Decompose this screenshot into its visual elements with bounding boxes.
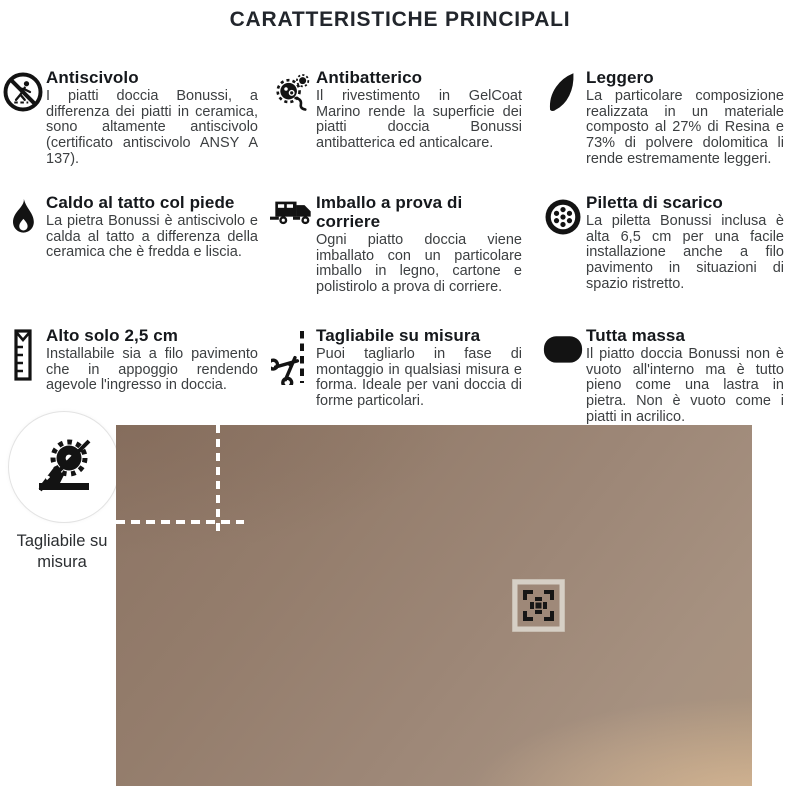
feature-antibatterico — [270, 68, 540, 193]
feature-body: I piatti doccia Bonussi, a differenza dei piatti in ceramica, sono altamente antiscivolo (certificato antiscivolo ANSY A 137). — [46, 88, 258, 167]
feature-heading: Caldo al tatto col piede — [46, 193, 235, 212]
feature-body: La piletta Bonussi inclusa è alta 6,5 cm per una facile installazione anche a filo pavimento in situazioni di spazio ristretto. — [586, 213, 784, 292]
feature-heading: Antibatterico — [316, 68, 423, 87]
feature-heading: Tagliabile su misura — [316, 326, 481, 345]
feature-body: La pietra Bonussi è antiscivolo e calda al tatto a differenza della ceramica che è fredda e liscia. — [46, 213, 258, 261]
feature-heading: Imballo a prova di corriere — [316, 193, 463, 232]
feature-body: La particolare composizione realizzata in un materiale composto al 27% di Resina e 73% di polvere dolomitica li rende estremamente leggeri. — [586, 88, 784, 167]
cut-to-size-badge-label: Tagliabile su misura — [16, 532, 108, 572]
feature-body: Installabile sia a filo pavimento che in appoggio rendendo agevole l'ingresso in doccia. — [46, 346, 258, 394]
feature-alto-solo — [0, 326, 270, 425]
feature-tutta-massa — [540, 326, 800, 425]
feature-imballo — [270, 193, 540, 326]
feature-heading: Tutta massa — [586, 326, 686, 345]
feather-icon — [540, 68, 586, 115]
feature-leggero — [540, 68, 800, 193]
feature-heading: Leggero — [586, 68, 654, 87]
circular-saw-icon — [32, 433, 96, 502]
page-title: CARATTERISTICHE PRINCIPALI — [229, 8, 571, 31]
feature-tagliabile — [270, 326, 540, 425]
feature-body: Il rivestimento in GelCoat Marino rende la superficie dei piatti doccia Bonussi antibatterica ed anticalcare. — [316, 88, 522, 151]
feature-piletta — [540, 193, 800, 326]
bacteria-icon — [270, 68, 316, 113]
feature-body: Ogni piatto doccia viene imballato con un particolare imballo in legno, cartone e polistirolo a prova di corriere. — [316, 232, 522, 296]
cut-to-size-badge — [8, 411, 120, 523]
cut-mark-horizontal-dashed-line — [116, 520, 244, 524]
ruler-icon — [0, 326, 46, 381]
features-grid — [0, 68, 800, 425]
flame-icon — [0, 193, 46, 240]
no-slip-icon — [0, 68, 46, 113]
feature-body: Il piatto doccia Bonussi non è vuoto all'interno ma è tutto pieno come una lastra in pietra. Non è vuoto come i piatti in acrilico. — [586, 346, 784, 425]
feature-heading: Antiscivolo — [46, 68, 139, 87]
solid-mass-icon — [540, 326, 586, 369]
feature-heading: Piletta di scarico — [586, 193, 723, 212]
drain-icon — [540, 193, 586, 238]
feature-body: Puoi tagliarlo in fase di montaggio in qualsiasi misura e forma. Ideale per vani doccia di forme particolari. — [316, 346, 522, 409]
feature-heading: Alto solo 2,5 cm — [46, 326, 178, 345]
feature-antiscivolo — [0, 68, 270, 193]
scissors-icon — [270, 326, 316, 385]
square-drain-cover — [510, 577, 567, 634]
delivery-truck-icon — [270, 193, 316, 232]
shower-tray-photo — [116, 425, 752, 786]
feature-caldo-al-tatto — [0, 193, 270, 326]
